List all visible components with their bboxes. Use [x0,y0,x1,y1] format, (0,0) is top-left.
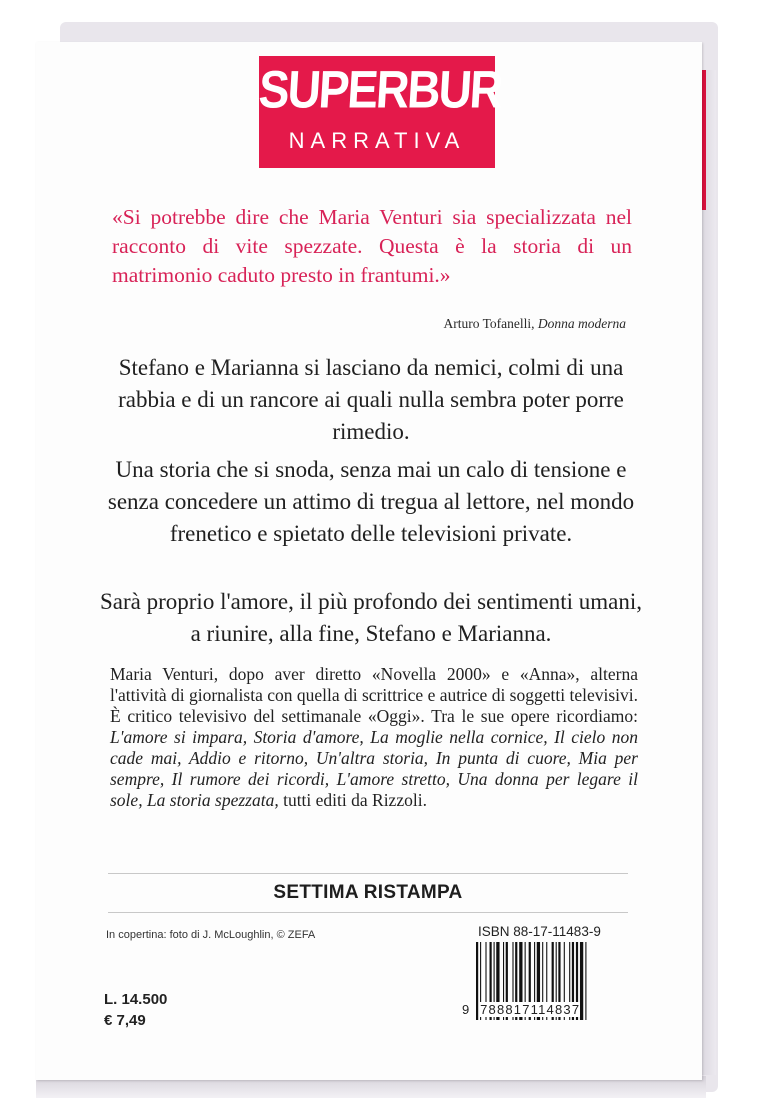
logo-title: SUPERBUR [257,59,503,119]
blurb-paragraph-1: Stefano e Marianna si lasciano da nemici, colmi di una rabbia e di un rancore ai quali nulla sembra poter porre rimedio. [118,355,624,444]
bio-intro: Maria Venturi, dopo aver diretto «Novella 2000» e «Anna», alterna l'attività di giornalista con quella di scrittrice e autrice di soggetti televisivi. È critico televisivo del settimanale «Oggi». Tra le sue opere ricordiamo: [110,664,638,726]
book-page-edges [700,70,716,1075]
quote-author: Arturo Tofanelli, [443,316,535,331]
blurb-paragraph-2: Una storia che si snoda, senza mai un calo di tensione e senza concedere un attimo di tregua al lettore, nel mondo frenetico e spietato delle televisioni private. [107,457,635,546]
divider-top [108,873,628,874]
author-bio [110,664,638,811]
barcode-number: 788817114837 [480,1002,581,1017]
divider-bottom [108,912,628,913]
quote-publication: Donna moderna [537,316,626,331]
barcode-digits [462,1002,622,1017]
quote-attribution [300,316,626,332]
bio-works: L'amore si impara, Storia d'amore, La moglie nella cornice, Il cielo non cade mai, Addio e ritorno, Un'altra storia, In punta di cuore, Mia per sempre, Il rumore dei ricordi, L'amore stretto, Una donna per legare il sole, La storia spezzata, [110,727,638,810]
logo-subtitle: NARRATIVA [288,128,466,153]
review-quote: «Si potrebbe dire che Maria Venturi sia specializzata nel racconto di vite spezzate. Questa è la storia di un matrimonio caduto presto in frantumi.» [112,205,632,287]
price-euro: € 7,49 [104,1012,146,1029]
edition-label: SETTIMA RISTAMPA [273,882,463,903]
superbur-logo [257,56,503,168]
price-lire: L. 14.500 [104,991,168,1008]
bio-outro: tutti editi da Rizzoli. [283,790,427,810]
back-cover [36,42,702,1080]
cover-photo-credit: In copertina: foto di J. McLoughlin, © ZEFA [106,929,316,941]
isbn-number: ISBN 88-17-11483-9 [478,924,601,939]
blurb-paragraph-3: Sarà proprio l'amore, il più profondo dei sentimenti umani, a riunire, alla fine, Stefano e Marianna. [100,589,642,646]
barcode-first-digit: 9 [462,1002,470,1017]
